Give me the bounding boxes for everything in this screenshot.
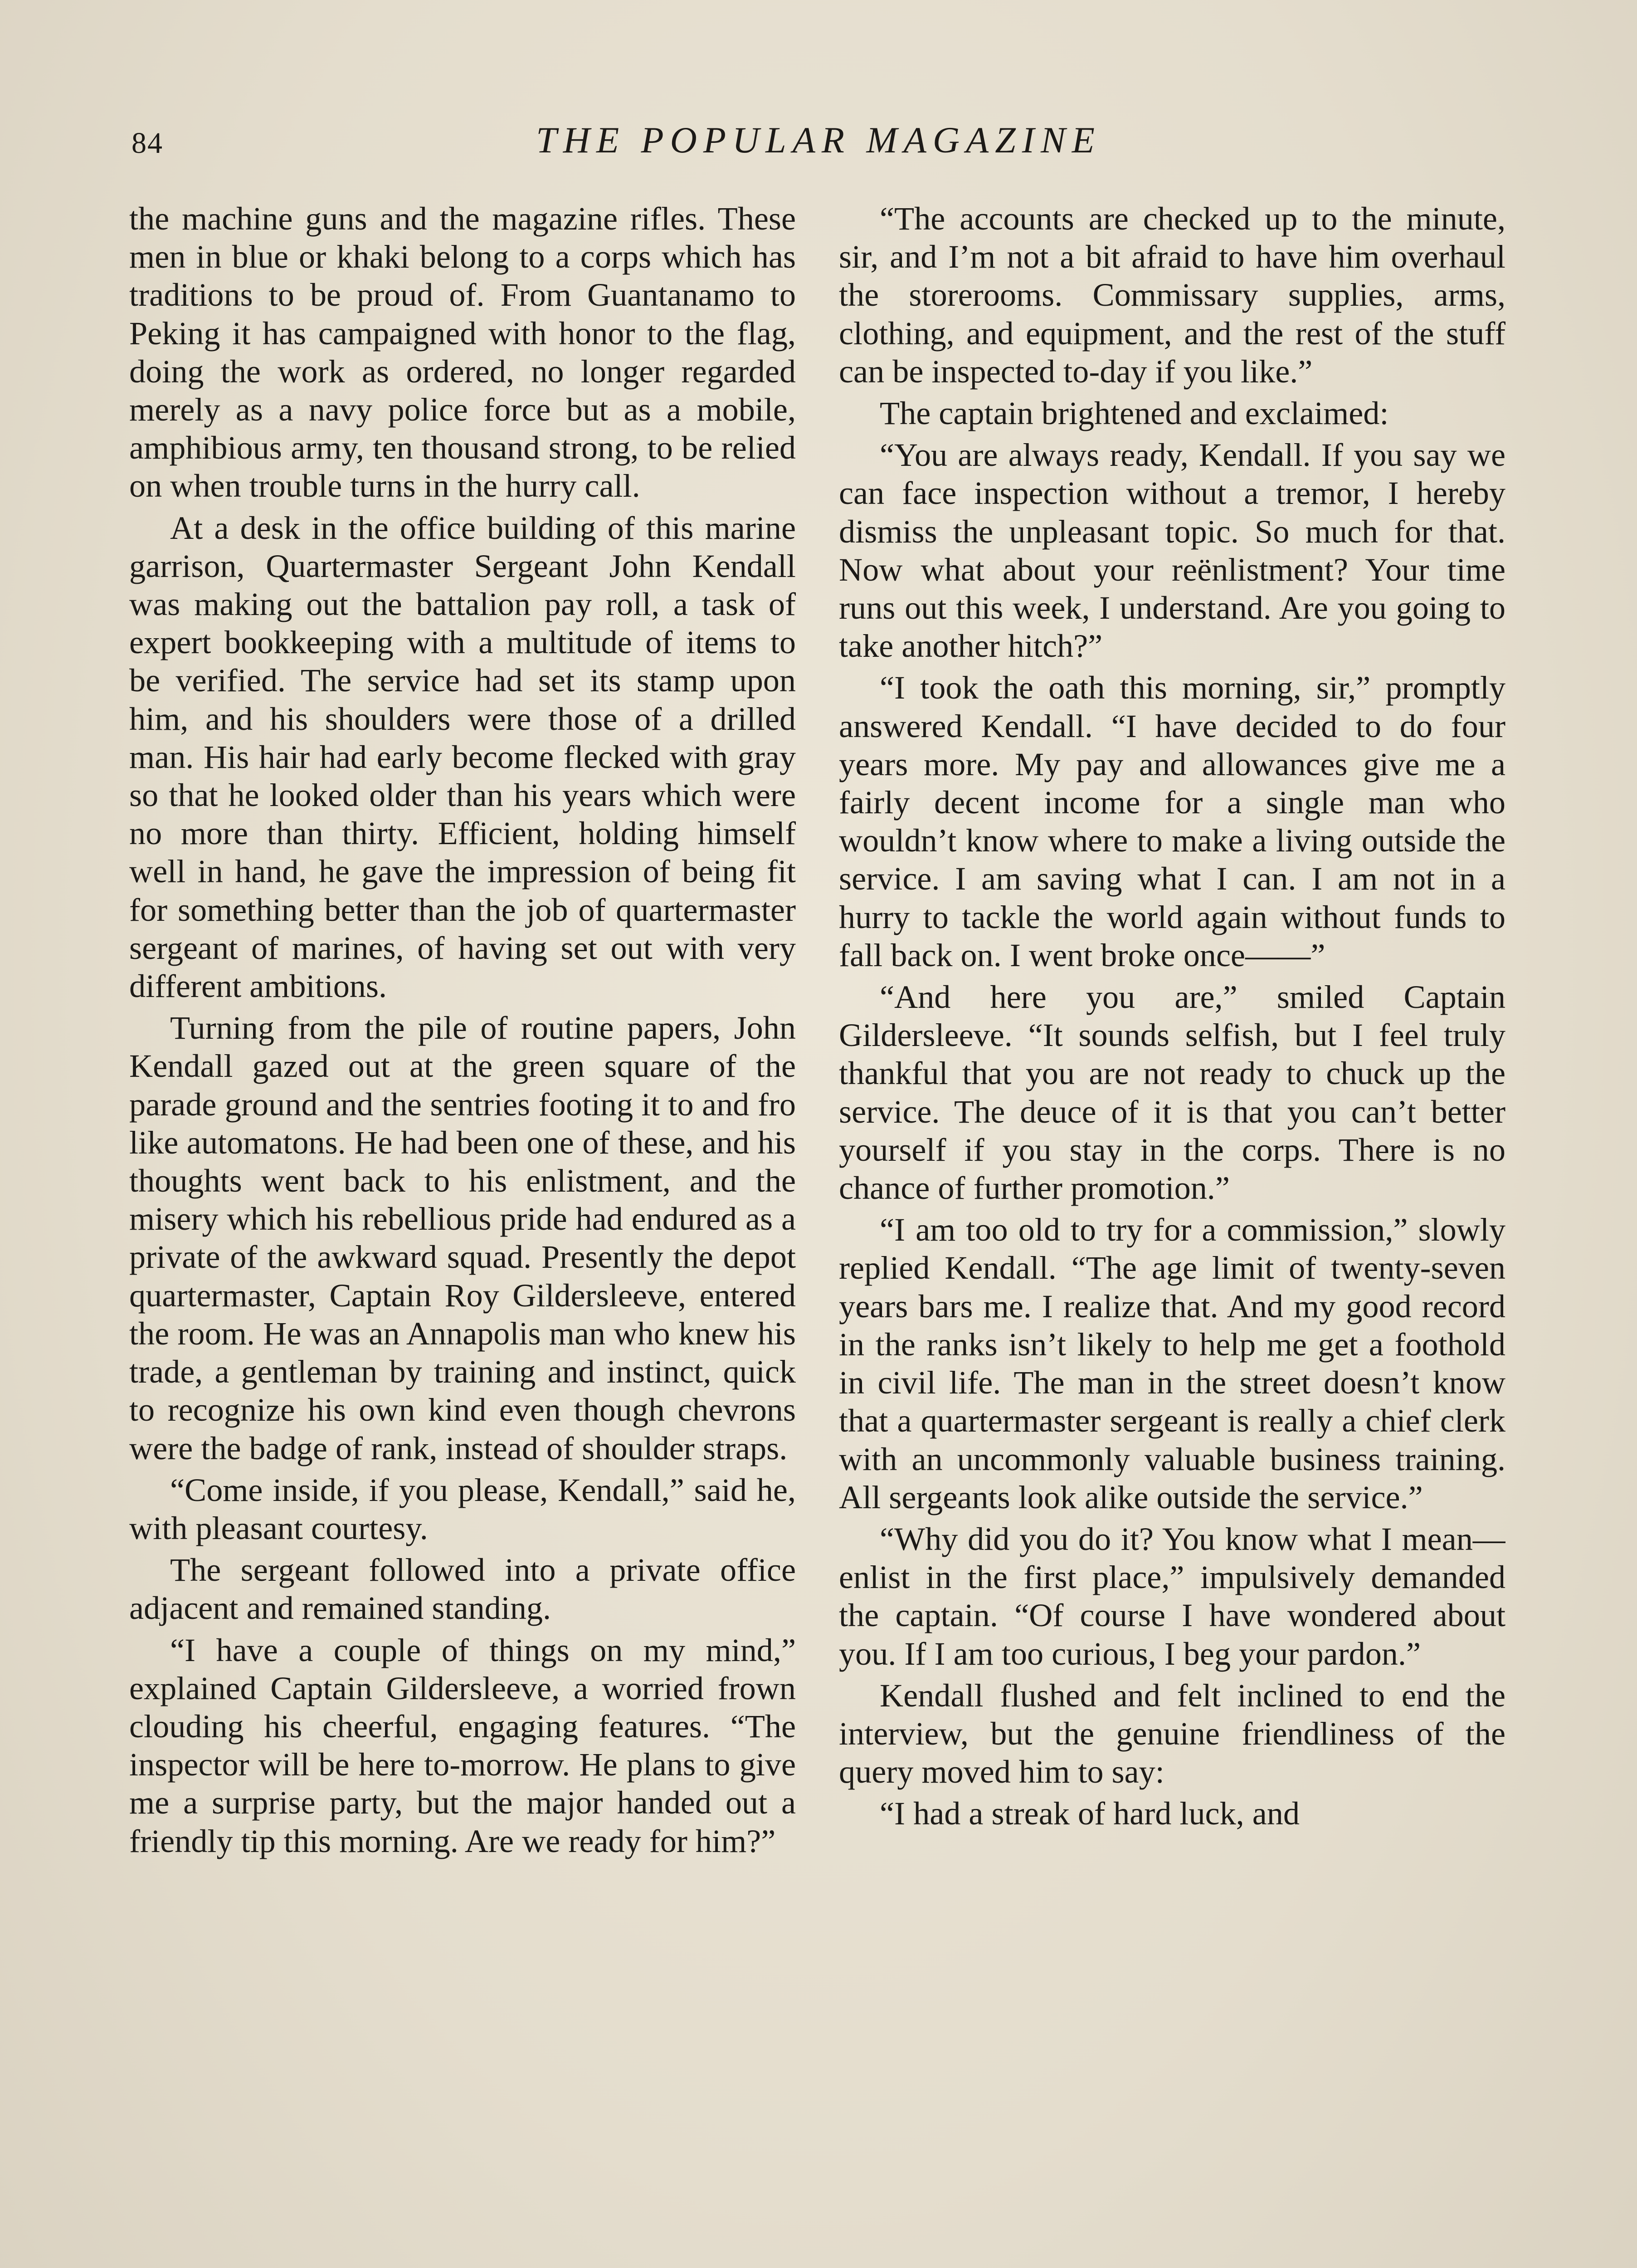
paragraph: “The accounts are checked up to the minute, sir, and I’m not a bit afraid to have him overhaul the storerooms. Commissary supplies, arms, clothing, and equipment, and the rest of the stuff can be inspected to-day if you like.” [839,200,1505,390]
paragraph: The sergeant followed into a private office adjacent and remained standing. [129,1552,796,1627]
right-column [839,200,1505,2268]
paragraph: Turning from the pile of routine papers, John Kendall gazed out at the green square of the parade ground and the sentries footing it to and fro like automatons. He had been one of these, and his thoughts went back to his enlistment, and the misery which his rebellious pride had endured as a private of the awkward squad. Presently the depot quartermaster, Captain Roy Gildersleeve, entered the room. He was an Annapolis man who knew his trade, a gentleman by training and instinct, quick to recognize his own kind even though chevrons were the badge of rank, instead of shoulder straps. [129,1010,796,1466]
paragraph: “And here you are,” smiled Captain Gildersleeve. “It sounds selfish, but I feel truly thankful that you are not ready to chuck up the service. The deuce of it is that you can’t better yourself if you stay in the corps. There is no chance of further promotion.” [839,979,1505,1207]
paragraph: “Come inside, if you please, Kendall,” said he, with pleasant courtesy. [129,1471,796,1546]
paragraph: “Why did you do it? You know what I mean—enlist in the first place,” impulsively demanded the captain. “Of course I have wondered about you. If I am too curious, I beg your pardon.” [839,1520,1505,1672]
paragraph: “You are always ready, Kendall. If you say we can face inspection without a tremor, I hereby dismiss the unpleasant topic. So much for that. Now what about your reënlistment? Your time runs out this week, I understand. Are you going to take another hitch?” [839,437,1505,665]
paragraph: Kendall flushed and felt inclined to end the interview, but the genuine friendliness of the query moved him to say: [839,1677,1505,1790]
paragraph: The captain brightened and exclaimed: [880,395,1389,432]
page-number: 84 [132,127,163,160]
paragraph: “I had a streak of hard luck, and [880,1795,1300,1832]
magazine-title: THE POPULAR MAGAZINE [536,119,1101,161]
paragraph: the machine guns and the magazine rifles. These men in blue or khaki belong to a corps which has traditions to be proud of. From Guantanamo to Peking it has campaigned with honor to the flag, doing the work as ordered, no longer regarded merely as a navy police force but as a mobile, amphibious army, ten thousand strong, to be relied on when trouble turns in the hurry call. [129,200,796,504]
paragraph: “I am too old to try for a commission,” slowly replied Kendall. “The age limit of twenty-seven years bars me. I realize that. And my good record in the ranks isn’t likely to help me get a foothold in civil life. The man in the street doesn’t know that a quartermaster sergeant is really a chief clerk with an uncommonly valuable business training. All sergeants look alike outside the service.” [839,1212,1505,1515]
left-column [129,200,796,2268]
paragraph: “I took the oath this morning, sir,” promptly answered Kendall. “I have decided to do four years more. My pay and allowances give me a fairly decent income for a single man who wouldn’t know where to make a living outside the service. I am saving what I can. I am not in a hurry to tackle the world again without funds to fall back on. I went broke once——” [839,670,1505,973]
page-header [132,119,1505,173]
paragraph: “I have a couple of things on my mind,” explained Captain Gildersleeve, a worried frown clouding his cheerful, engaging features. “The inspector will be here to-morrow. He plans to give me a surprise party, but the major handed out a friendly tip this morning. Are we ready for him?” [129,1632,796,1859]
paragraph: At a desk in the office building of this marine garrison, Quartermaster Sergeant John Kendall was making out the battalion pay roll, a task of expert bookkeeping with a multitude of items to be verified. The service had set its stamp upon him, and his shoulders were those of a drilled man. His hair had early become flecked with gray so that he looked older than his years which were no more than thirty. Efficient, holding himself well in hand, he gave the impression of being fit for something better than the job of quartermaster sergeant of marines, of having set out with very different ambitions. [129,509,796,1005]
